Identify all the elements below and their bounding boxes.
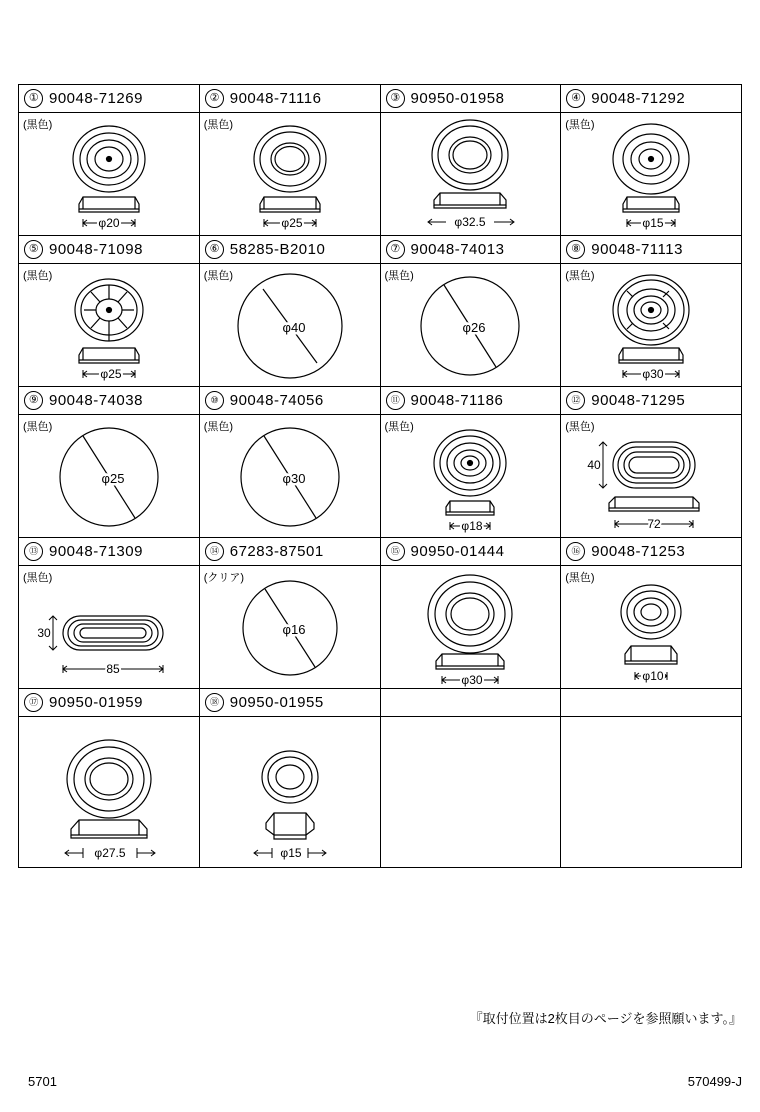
dimension-label: φ18 xyxy=(461,519,483,533)
cell-body xyxy=(561,113,741,235)
cell-header xyxy=(561,689,741,717)
color-label: (黒色) xyxy=(565,572,595,584)
dimension-label: φ40 xyxy=(282,320,306,335)
part-number: 90048-74056 xyxy=(229,392,324,409)
color-label: (黒色) xyxy=(23,572,53,584)
item-number: ① xyxy=(24,89,43,108)
dimension-label: φ25 xyxy=(100,367,122,381)
dimension-label: φ15 xyxy=(642,216,664,230)
cell-header xyxy=(19,689,199,717)
cell-body xyxy=(381,113,561,235)
cell-header xyxy=(200,689,380,717)
cell-header xyxy=(381,85,561,113)
part-number: 90950-01444 xyxy=(410,543,505,560)
table-row xyxy=(19,85,742,236)
item-number: ⑧ xyxy=(566,240,585,259)
dimension-label: φ20 xyxy=(98,216,120,230)
table-row xyxy=(19,689,742,868)
color-label: (クリア) xyxy=(203,572,245,584)
cell-body xyxy=(200,415,380,537)
part-illustration xyxy=(200,415,380,537)
part-cell[interactable] xyxy=(561,387,742,538)
dimension-label: φ10 xyxy=(642,669,664,683)
cell-header xyxy=(561,538,741,566)
part-illustration xyxy=(561,415,741,537)
dimension-label: 85 xyxy=(106,662,120,676)
part-cell[interactable] xyxy=(19,85,200,236)
part-number: 90048-71253 xyxy=(591,543,686,560)
color-label: (黒色) xyxy=(203,270,234,282)
cell-header xyxy=(200,387,380,415)
color-label: (黒色) xyxy=(384,270,414,282)
color-label: (黒色) xyxy=(384,421,414,433)
dimension-label: φ32.5 xyxy=(454,215,486,229)
cell-body xyxy=(200,566,380,688)
part-cell[interactable] xyxy=(380,538,561,689)
part-illustration xyxy=(200,113,380,235)
item-number: ⑪ xyxy=(386,391,405,410)
cell-body xyxy=(381,264,561,386)
color-label: (黒色) xyxy=(23,421,53,433)
cell-header xyxy=(381,387,561,415)
item-number: ⑦ xyxy=(386,240,405,259)
part-number: 90048-74013 xyxy=(410,241,505,258)
part-illustration xyxy=(19,113,199,235)
dimension-label: φ26 xyxy=(462,320,486,335)
part-cell[interactable] xyxy=(199,236,380,387)
dimension-label: φ30 xyxy=(642,367,664,381)
table-row xyxy=(19,538,742,689)
color-label: (黒色) xyxy=(203,119,234,131)
part-number: 90048-71113 xyxy=(591,241,683,258)
part-cell[interactable] xyxy=(19,236,200,387)
cell-body xyxy=(561,264,741,386)
cell-body xyxy=(19,264,199,386)
part-illustration xyxy=(381,113,561,235)
part-number: 90048-71116 xyxy=(229,90,322,107)
part-cell[interactable] xyxy=(561,538,742,689)
part-cell[interactable] xyxy=(199,85,380,236)
item-number: ⑭ xyxy=(205,542,224,561)
part-number: 90950-01955 xyxy=(229,694,324,711)
part-illustration xyxy=(561,566,741,688)
color-label: (黒色) xyxy=(23,270,53,282)
cell-header xyxy=(381,538,561,566)
cell-body xyxy=(19,717,199,867)
item-number: ⑩ xyxy=(205,391,224,410)
item-number: ⑫ xyxy=(566,391,585,410)
cell-body xyxy=(19,113,199,235)
dimension-label: φ30 xyxy=(461,673,483,687)
part-illustration xyxy=(381,415,561,537)
part-illustration xyxy=(19,566,199,688)
dimension-label: φ25 xyxy=(281,216,303,230)
part-illustration xyxy=(200,264,380,386)
cell-header xyxy=(200,85,380,113)
part-number: 67283-87501 xyxy=(229,543,324,560)
item-number: ④ xyxy=(566,89,585,108)
dimension-label: φ25 xyxy=(101,471,125,486)
item-number: ⑥ xyxy=(205,240,224,259)
cell-header xyxy=(561,387,741,415)
part-number: 90048-71292 xyxy=(591,90,686,107)
cell-body xyxy=(381,566,561,688)
item-number: ⑨ xyxy=(24,391,43,410)
part-illustration xyxy=(381,264,561,386)
cell-body xyxy=(19,415,199,537)
part-cell[interactable] xyxy=(380,387,561,538)
cell-header xyxy=(19,236,199,264)
cell-header xyxy=(200,538,380,566)
part-number: 90048-71098 xyxy=(49,241,143,258)
cell-header xyxy=(200,236,380,264)
part-number: 58285-B2010 xyxy=(229,241,326,258)
part-number: 90950-01959 xyxy=(49,694,143,711)
cell-body xyxy=(19,566,199,688)
parts-grid-sheet xyxy=(18,84,742,868)
part-cell[interactable] xyxy=(561,85,742,236)
cell-body xyxy=(561,566,741,688)
cell-body xyxy=(200,717,380,867)
part-number: 90048-71309 xyxy=(49,543,143,560)
part-illustration xyxy=(19,264,199,386)
color-label: (黒色) xyxy=(203,421,234,433)
table-row xyxy=(19,387,742,538)
cell-header xyxy=(381,236,561,264)
color-label: (黒色) xyxy=(565,270,595,282)
cell-body xyxy=(200,113,380,235)
part-cell[interactable] xyxy=(199,689,380,868)
empty-cell xyxy=(561,689,742,868)
cell-header xyxy=(561,85,741,113)
item-number: ⑱ xyxy=(205,693,224,712)
cell-header xyxy=(19,538,199,566)
item-number: ⑰ xyxy=(24,693,43,712)
cell-body xyxy=(561,415,741,537)
part-number: 90048-71295 xyxy=(591,392,686,409)
part-cell[interactable] xyxy=(19,689,200,868)
part-illustration xyxy=(561,113,741,235)
dimension-label: φ27.5 xyxy=(94,846,126,860)
part-cell[interactable] xyxy=(199,538,380,689)
part-number: 90048-74038 xyxy=(49,392,143,409)
part-number: 90048-71269 xyxy=(49,90,143,107)
parts-table xyxy=(18,84,742,868)
dimension-label-height: 40 xyxy=(587,458,601,472)
part-illustration xyxy=(200,566,380,688)
dimension-label-height: 30 xyxy=(37,626,51,640)
part-cell[interactable] xyxy=(19,538,200,689)
part-illustration xyxy=(19,415,199,537)
empty-cell xyxy=(380,689,561,868)
item-number: ⑬ xyxy=(24,542,43,561)
footer-left-code: 5701 xyxy=(28,1074,57,1089)
part-cell[interactable] xyxy=(380,236,561,387)
cell-body xyxy=(200,264,380,386)
item-number: ③ xyxy=(386,89,405,108)
cell-body xyxy=(381,415,561,537)
part-cell[interactable] xyxy=(19,387,200,538)
part-illustration xyxy=(200,717,380,867)
part-number: 90048-71186 xyxy=(410,392,504,409)
part-illustration xyxy=(561,264,741,386)
table-row xyxy=(19,236,742,387)
part-number: 90950-01958 xyxy=(410,90,505,107)
cell-body xyxy=(381,717,561,839)
item-number: ⑮ xyxy=(386,542,405,561)
page-note: 『取付位置は2枚目のページを参照願います。』 xyxy=(469,1011,742,1026)
item-number: ⑤ xyxy=(24,240,43,259)
footer-right-code: 570499-J xyxy=(687,1074,742,1089)
part-cell[interactable] xyxy=(199,387,380,538)
part-cell[interactable] xyxy=(380,85,561,236)
part-illustration xyxy=(381,566,561,688)
part-illustration xyxy=(19,717,199,867)
dimension-label: 72 xyxy=(647,517,661,531)
item-number: ② xyxy=(205,89,224,108)
cell-header xyxy=(19,387,199,415)
item-number: ⑯ xyxy=(566,542,585,561)
color-label: (黒色) xyxy=(23,119,53,131)
dimension-label: φ16 xyxy=(282,622,306,637)
dimension-label: φ30 xyxy=(282,471,306,486)
cell-header xyxy=(561,236,741,264)
color-label: (黒色) xyxy=(565,119,595,131)
color-label: (黒色) xyxy=(565,421,595,433)
cell-header xyxy=(19,85,199,113)
dimension-label: φ15 xyxy=(280,846,302,860)
part-cell[interactable] xyxy=(561,236,742,387)
cell-header xyxy=(381,689,561,717)
cell-body xyxy=(561,717,741,839)
